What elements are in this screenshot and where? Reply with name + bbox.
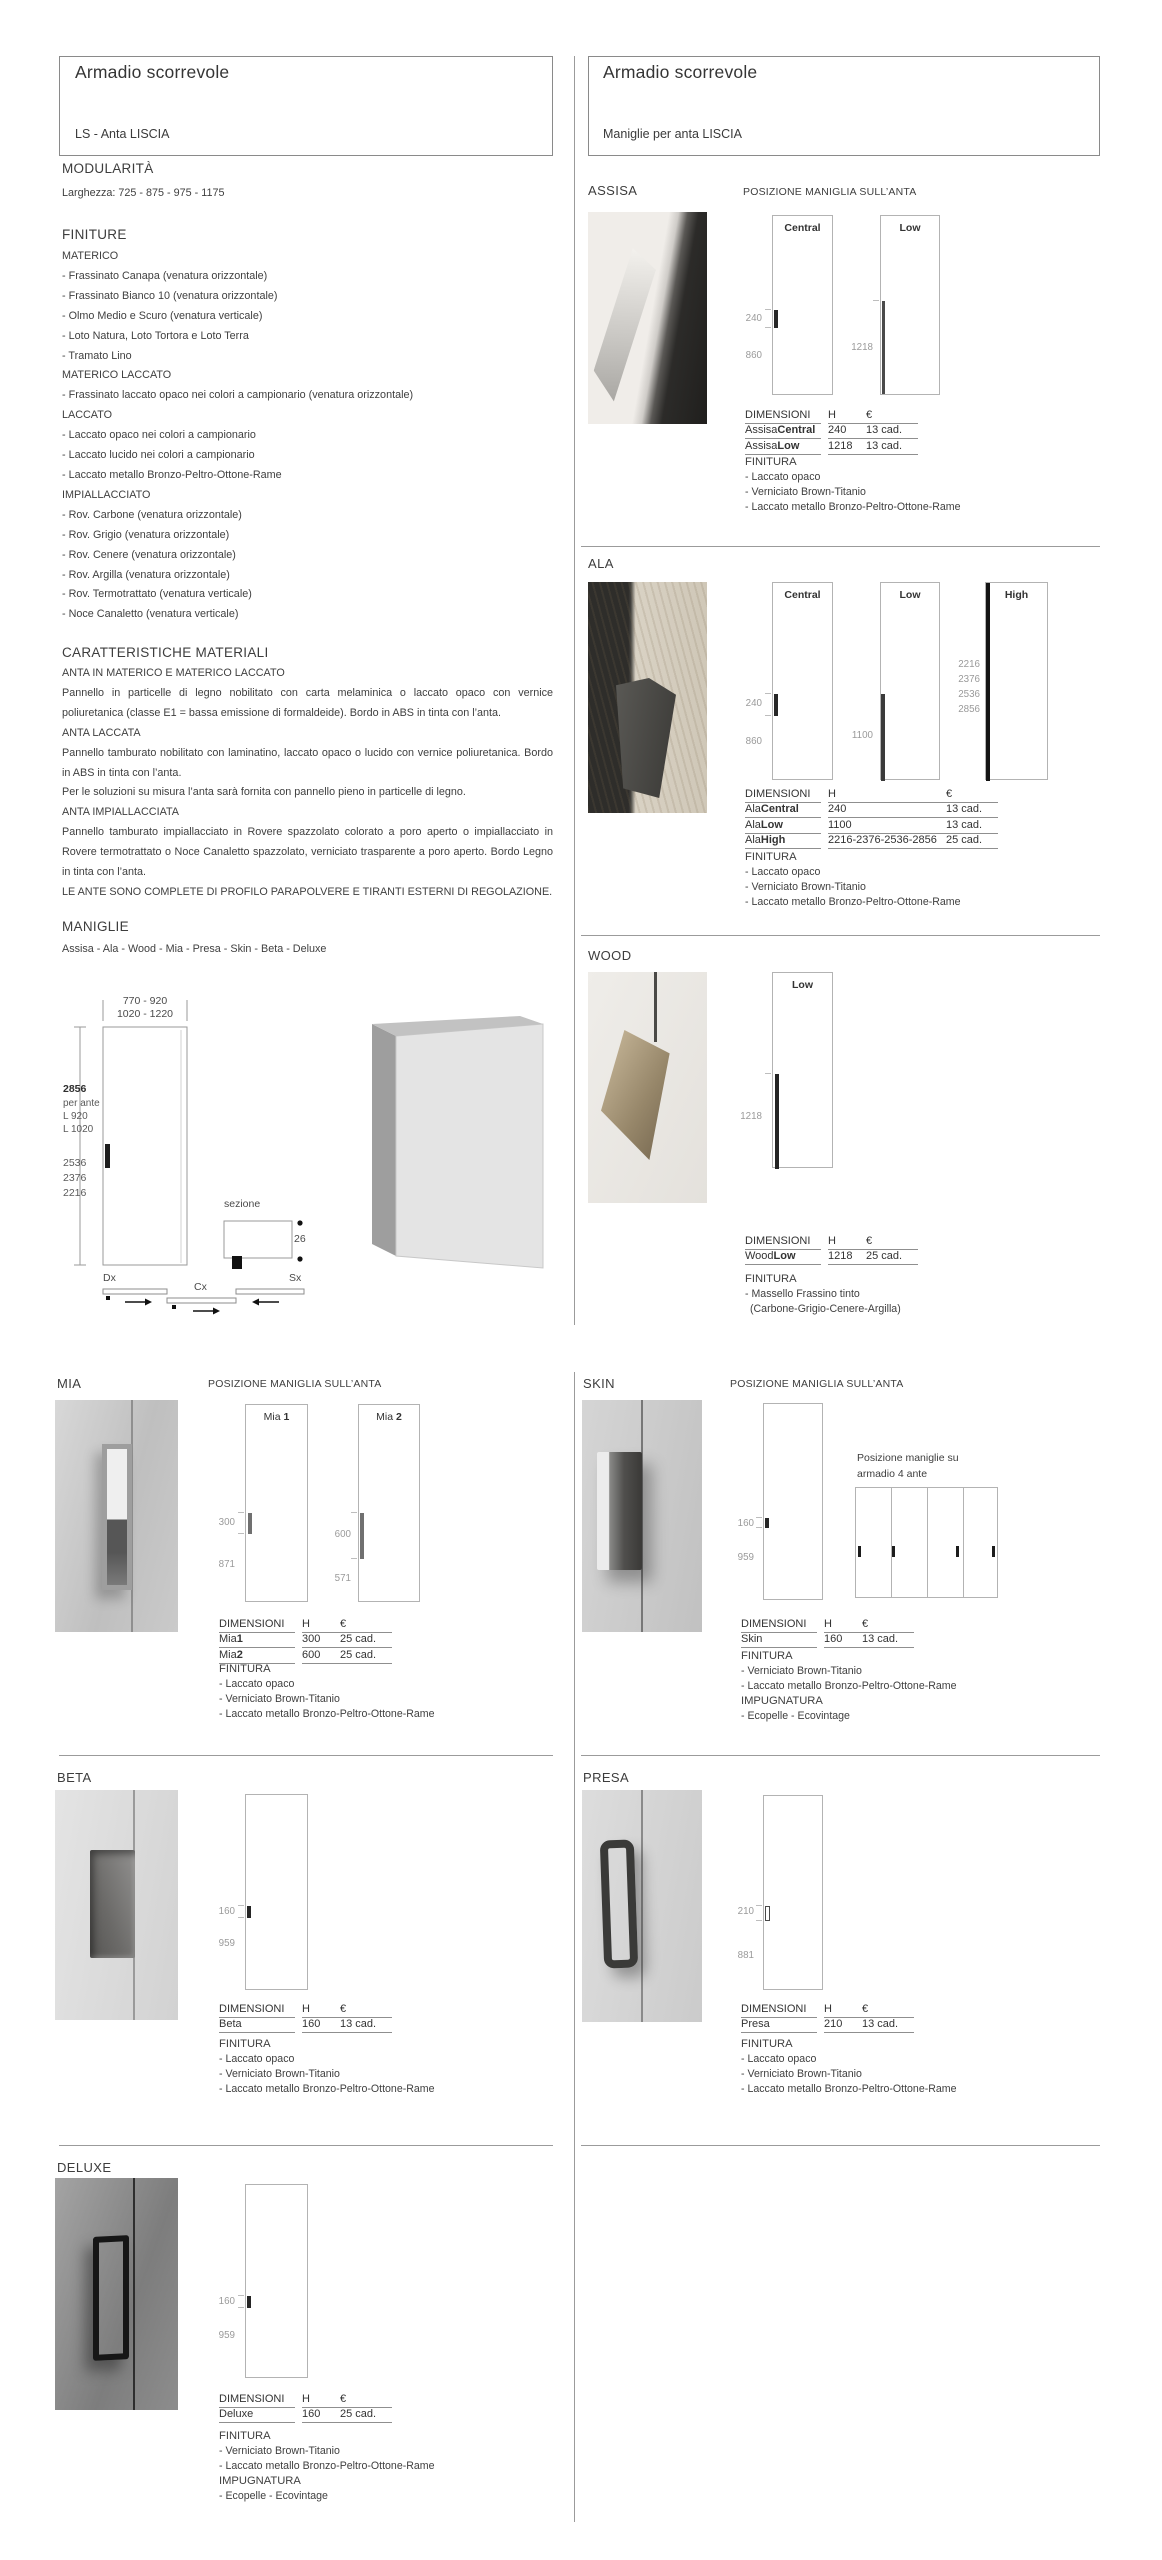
section-separator (581, 935, 1100, 936)
finitura-heading: FINITURA (741, 2038, 793, 2050)
finitura-item: - Massello Frassino tinto (745, 1288, 860, 1300)
dim-240: 240 (745, 313, 762, 324)
table-header: DIMENSIONI H € (745, 408, 918, 424)
dim-959: 959 (737, 1552, 754, 1563)
finiture-line: - Frassinato laccato opaco nei colori a campionario (venatura orizzontale) (62, 389, 414, 402)
dim-210: 210 (737, 1906, 754, 1917)
table-row: Ala Low 1100 13 cad. (745, 818, 998, 834)
arrow-right-icon (125, 1299, 152, 1306)
ala-high-dims: 2216 2376 2536 2856 (958, 659, 980, 715)
modularita-heading: MODULARITÀ (62, 161, 154, 176)
handle-mark (956, 1546, 959, 1557)
finiture-line: - Loto Natura, Loto Tortora e Loto Terra (62, 329, 249, 342)
finitura-item: - Verniciato Brown-Titanio (219, 2068, 340, 2080)
track-sx-label: Sx (289, 1272, 302, 1284)
section-separator (581, 1755, 1100, 1756)
column-divider (574, 1372, 575, 2522)
skin-finitura (741, 1649, 957, 1724)
dim-160: 160 (218, 2296, 235, 2307)
finiture-line: - Noce Canaletto (venatura verticale) (62, 608, 239, 621)
dim-860: 860 (745, 350, 762, 361)
finiture-line: - Rov. Cenere (venatura orizzontale) (62, 548, 236, 561)
door-label: Central (784, 589, 821, 601)
table-row: Skin 160 13 cad. (741, 1633, 914, 1649)
column-divider (574, 56, 575, 1325)
thickness-dim: 26 (294, 1233, 306, 1245)
finitura-item: - Laccato metallo Bronzo-Peltro-Ottone-Rame (219, 1708, 435, 1720)
assisa-central-door-diagram (772, 215, 833, 395)
handle-mark (765, 1906, 770, 1921)
finitura-item: - Laccato opaco (219, 2053, 295, 2065)
finiture-line: - Frassinato Bianco 10 (venatura orizzontale) (62, 289, 278, 302)
skin-note: Posizione maniglie su armadio 4 ante (857, 1452, 959, 1480)
table-header: DIMENSIONI H € (741, 2002, 914, 2018)
table-header: DIMENSIONI H € (219, 1617, 392, 1633)
finitura-item: - Laccato opaco (745, 471, 821, 483)
beta-photo (55, 1790, 178, 2020)
finitura-item: - Verniciato Brown-Titanio (741, 2068, 862, 2080)
beta-dimensions-table (219, 2002, 392, 2033)
skin-dimensions-table (741, 1617, 914, 1648)
caratteristiche-sub: ANTA IN MATERICO E MATERICO LACCATO (62, 667, 285, 679)
door-label: Low (899, 589, 921, 601)
deluxe-finitura (219, 2429, 435, 2504)
handle-mark (360, 1513, 364, 1559)
arrow-left-icon (252, 1299, 279, 1306)
finitura-heading: FINITURA (219, 1663, 271, 1675)
mia-1-door-diagram (245, 1404, 308, 1602)
left-header-box (59, 56, 553, 156)
handle-mark (881, 694, 885, 781)
table-row: Ala Central 240 13 cad. (745, 803, 998, 819)
finitura-item: - Verniciato Brown-Titanio (219, 2445, 340, 2457)
page-subtitle: LS - Anta LISCIA (75, 127, 170, 141)
maniglie-heading: MANIGLIE (62, 919, 129, 934)
page-title: Armadio scorrevole (75, 62, 230, 82)
assisa-photo (588, 212, 707, 424)
ala-high-door-diagram (985, 582, 1048, 780)
skin-handle-image (597, 1452, 642, 1570)
table-header: DIMENSIONI H € (219, 2002, 392, 2018)
mia-finitura (219, 1662, 435, 1722)
mia-2-door-diagram (358, 1404, 420, 1602)
presa-dimensions-table (741, 2002, 914, 2033)
skin-4-ante-diagram (855, 1487, 998, 1598)
height-note: L 920 (63, 1111, 88, 1122)
caratteristiche-paragraph: Pannello in particelle di legno nobilitato con carta melaminica o laccato opaco con vernice poliuretanica (classe E1 = bassa emissione di formaldeide). Bordo in ABS in tinta con l’anta. (62, 686, 553, 719)
section-separator (59, 2145, 553, 2146)
section-title-presa: PRESA (583, 1770, 630, 1785)
caratteristiche-sub: ANTA LACCATA (62, 726, 141, 739)
dim-571: 571 (334, 1573, 351, 1584)
finitura-heading: FINITURA (219, 2038, 271, 2050)
table-header: DIMENSIONI H € (741, 1617, 914, 1633)
arrow-right-icon (193, 1308, 220, 1315)
dim-860: 860 (745, 736, 762, 747)
finiture-line: - Rov. Carbone (venatura orizzontale) (62, 508, 242, 521)
dim-160: 160 (737, 1518, 754, 1529)
track-dx-label: Dx (103, 1272, 116, 1284)
posizione-label: POSIZIONE MANIGLIA SULL’ANTA (208, 1378, 382, 1390)
impugnatura-item: - Ecopelle - Ecovintage (741, 1710, 850, 1722)
deluxe-photo (55, 2178, 178, 2410)
handle-mark (248, 1513, 252, 1534)
finitura-heading: FINITURA (741, 1650, 793, 1662)
finiture-line: - Laccato metallo Bronzo-Peltro-Ottone-Rame (62, 468, 282, 481)
presa-door-diagram (763, 1795, 823, 1990)
handle-mark (992, 1546, 995, 1557)
door-label: Low (899, 222, 921, 234)
impugnatura-heading: IMPUGNATURA (741, 1695, 823, 1707)
finiture-line: - Laccato lucido nei colori a campionario (62, 449, 255, 462)
impugnatura-heading: IMPUGNATURA (219, 2475, 301, 2487)
finitura-item: - Laccato opaco (741, 2053, 817, 2065)
finiture-list (62, 247, 553, 625)
page-subtitle: Maniglie per anta LISCIA (603, 127, 742, 141)
handle-mark (986, 583, 990, 781)
door-label: Mia 1 (263, 1411, 290, 1423)
section-title-assisa: ASSISA (588, 183, 638, 198)
wood-handle-image (601, 1030, 679, 1160)
section-title-wood: WOOD (588, 948, 632, 963)
sezione-label: sezione (224, 1198, 261, 1210)
table-row: Assisa Central 240 13 cad. (745, 424, 918, 440)
handle-mark (765, 1518, 769, 1528)
page-title: Armadio scorrevole (603, 62, 758, 82)
door-gap-image (654, 972, 657, 1042)
table-row: Presa 210 13 cad. (741, 2018, 914, 2034)
mia-dimensions-table (219, 1617, 392, 1664)
door-label: Mia 2 (376, 1411, 402, 1423)
section-separator (581, 546, 1100, 547)
dim-881: 881 (737, 1950, 754, 1961)
finiture-line: MATERICO (62, 250, 119, 262)
finitura-item: - Laccato metallo Bronzo-Peltro-Ottone-Rame (219, 2083, 435, 2095)
caratteristiche-heading: CARATTERISTICHE MATERIALI (62, 645, 269, 660)
maniglie-list: Assisa - Ala - Wood - Mia - Presa - Skin - Beta - Deluxe (62, 943, 327, 955)
finiture-line: LACCATO (62, 409, 112, 422)
wood-dimensions-table (745, 1234, 918, 1265)
finitura-item: - Laccato metallo Bronzo-Peltro-Ottone-Rame (741, 2083, 957, 2095)
handle-mark (858, 1546, 861, 1557)
handle-mark (774, 310, 778, 328)
finitura-heading: FINITURA (745, 1273, 797, 1285)
height-note: per ante (63, 1098, 100, 1109)
finiture-line: - Laccato opaco nei colori a campionario (62, 429, 256, 442)
modularita-text: Larghezza: 725 - 875 - 975 - 1175 (62, 187, 225, 199)
track-cx-label: Cx (194, 1281, 207, 1293)
skin-door-diagram (763, 1403, 823, 1600)
finitura-item: - Laccato opaco (219, 1678, 295, 1690)
table-row: Mia 2 600 25 cad. (219, 1648, 392, 1664)
handle-mark (892, 1546, 895, 1557)
ala-photo (588, 582, 707, 813)
door-gap-image (641, 1790, 643, 2022)
finitura-item: - Laccato opaco (745, 866, 821, 878)
sezione-handle-mark (232, 1256, 242, 1269)
finiture-line: - Tramato Lino (62, 349, 132, 362)
finitura-item: - Laccato metallo Bronzo-Peltro-Ottone-Rame (741, 1680, 957, 1692)
finitura-heading: FINITURA (745, 851, 797, 863)
dim-1100: 1100 (851, 730, 873, 741)
height-dim: 2216 (63, 1187, 87, 1199)
finitura-item: - Verniciato Brown-Titanio (745, 486, 866, 498)
beta-door-diagram (245, 1794, 308, 1990)
deluxe-dimensions-table (219, 2392, 392, 2423)
finitura-item: - Verniciato Brown-Titanio (219, 1693, 340, 1705)
section-title-deluxe: DELUXE (57, 2160, 112, 2175)
presa-photo (582, 1790, 702, 2022)
height-dim: 2376 (63, 1172, 87, 1184)
finiture-line: - Olmo Medio e Scuro (venatura verticale) (62, 309, 263, 322)
section-separator (581, 2145, 1100, 2146)
finiture-line: MATERICO LACCATO (62, 369, 172, 382)
door-handle-mark (105, 1144, 110, 1168)
assisa-handle-image (588, 246, 660, 410)
presa-handle-image (600, 1839, 638, 1968)
ala-low-door-diagram (880, 582, 940, 780)
table-header: DIMENSIONI H € (745, 1234, 918, 1250)
section-title-mia: MIA (57, 1376, 82, 1391)
finiture-heading: FINITURE (62, 227, 127, 242)
finitura-item: - Laccato metallo Bronzo-Peltro-Ottone-Rame (219, 2460, 435, 2472)
wood-low-door-diagram (772, 972, 833, 1168)
finiture-line: - Rov. Argilla (venatura orizzontale) (62, 568, 230, 581)
dim-240: 240 (745, 698, 762, 709)
door-label: Central (784, 222, 821, 234)
handle-mark (774, 694, 778, 716)
handle-mark (247, 1906, 251, 1918)
section-separator (59, 1755, 553, 1756)
door-label: High (1004, 589, 1029, 601)
table-row: Assisa Low 1218 13 cad. (745, 439, 918, 455)
caratteristiche-paragraph: Per le soluzioni su misura l’anta sarà fornita con pannello pieno in particelle di legno. (62, 786, 466, 799)
track-cx-bar (167, 1298, 236, 1303)
deluxe-door-diagram (245, 2184, 308, 2378)
wood-finitura (745, 1272, 901, 1317)
finiture-line: - Rov. Termotrattato (venatura verticale) (62, 588, 252, 601)
caratteristiche-paragraph: Pannello tamburato impiallacciato in Rovere spazzolato colorato a poro aperto o impiallacciato in Rovere termotrattato o Noce Canaletto spazzolato, verniciato trasparente a poro aperto. Bordo Legno in tinta con l’anta. (62, 826, 553, 879)
wood-photo (588, 972, 707, 1203)
finiture-line: IMPIALLACCIATO (62, 488, 151, 501)
ala-central-door-diagram (772, 582, 833, 780)
sezione-box (224, 1221, 292, 1258)
posizione-label: POSIZIONE MANIGLIA SULL’ANTA (743, 186, 917, 198)
right-header-box (588, 56, 1100, 156)
finitura-item: (Carbone-Grigio-Cenere-Argilla) (750, 1303, 901, 1315)
handle-mark (775, 1074, 779, 1169)
section-title-beta: BETA (57, 1770, 92, 1785)
mia-handle-image (102, 1444, 132, 1590)
caratteristiche-paragraph: LE ANTE SONO COMPLETE DI PROFILO PARAPOLVERE E TIRANTI ESTERNI DI REGOLAZIONE. (62, 885, 553, 898)
ala-finitura (745, 850, 961, 910)
assisa-dimensions-table (745, 408, 918, 455)
finitura-heading: FINITURA (219, 2430, 271, 2442)
door-label: Low (792, 979, 813, 991)
finiture-line: - Rov. Grigio (venatura orizzontale) (62, 528, 230, 541)
assisa-finitura (745, 455, 961, 515)
table-row: Beta 160 13 cad. (219, 2018, 392, 2034)
finitura-item: - Laccato metallo Bronzo-Peltro-Ottone-Rame (745, 896, 961, 908)
finitura-item: - Laccato metallo Bronzo-Peltro-Ottone-Rame (745, 501, 961, 513)
caratteristiche-text (62, 664, 553, 903)
dim-959: 959 (218, 2330, 235, 2341)
table-header: DIMENSIONI H € (219, 2392, 392, 2408)
dim-959: 959 (218, 1938, 235, 1949)
deluxe-handle-image (93, 2235, 129, 2361)
panel-3d-drawing (372, 1016, 543, 1268)
handle-mark (247, 2296, 251, 2308)
door-gap-image (133, 2178, 135, 2410)
dim-1218: 1218 (740, 1111, 762, 1122)
handle-mark (882, 301, 885, 394)
finitura-item: - Verniciato Brown-Titanio (741, 1665, 862, 1677)
mia-photo (55, 1400, 178, 1632)
ala-handle-image (616, 678, 676, 798)
presa-finitura (741, 2037, 957, 2097)
dim-1218: 1218 (851, 342, 873, 353)
table-row: Wood Low 1218 25 cad. (745, 1250, 918, 1266)
dim-871: 871 (218, 1559, 235, 1570)
ala-dimensions-table (745, 787, 998, 849)
table-row: Deluxe 160 25 cad. (219, 2408, 392, 2424)
finitura-heading: FINITURA (745, 456, 797, 468)
impugnatura-item: - Ecopelle - Ecovintage (219, 2490, 328, 2502)
section-title-ala: ALA (588, 556, 614, 571)
table-header: DIMENSIONI H € (745, 787, 998, 803)
dim-600: 600 (334, 1529, 351, 1540)
finitura-item: - Verniciato Brown-Titanio (745, 881, 866, 893)
height-dim-bold: 2856 (63, 1083, 87, 1095)
height-dim: 2536 (63, 1157, 87, 1169)
assisa-low-door-diagram (880, 215, 940, 395)
beta-handle-image (90, 1850, 135, 1958)
caratteristiche-sub: ANTA IMPIALLACCIATA (62, 806, 179, 819)
finiture-line: - Frassinato Canapa (venatura orizzontale) (62, 269, 268, 282)
track-dx-bar (103, 1289, 167, 1294)
posizione-label: POSIZIONE MANIGLIA SULL’ANTA (730, 1378, 904, 1390)
table-row: Ala High 2216-2376-2536-2856 25 cad. (745, 834, 998, 850)
caratteristiche-paragraph: Pannello tamburato nobilitato con laminatino, laccato opaco o lucido con vernice poliuretanica. Bordo in ABS in tinta con l’anta. (62, 746, 553, 779)
dim-300: 300 (218, 1517, 235, 1528)
table-row: Mia 1 300 25 cad. (219, 1633, 392, 1649)
beta-finitura (219, 2037, 435, 2097)
dim-160: 160 (218, 1906, 235, 1917)
width-dim-1: 770 - 920 (122, 995, 168, 1007)
door-dimensions-diagram (50, 990, 550, 1320)
section-title-skin: SKIN (583, 1376, 615, 1391)
width-dim-2: 1020 - 1220 (116, 1008, 174, 1020)
track-sx-bar (236, 1289, 304, 1294)
height-note: L 1020 (63, 1124, 94, 1135)
skin-photo (582, 1400, 702, 1632)
